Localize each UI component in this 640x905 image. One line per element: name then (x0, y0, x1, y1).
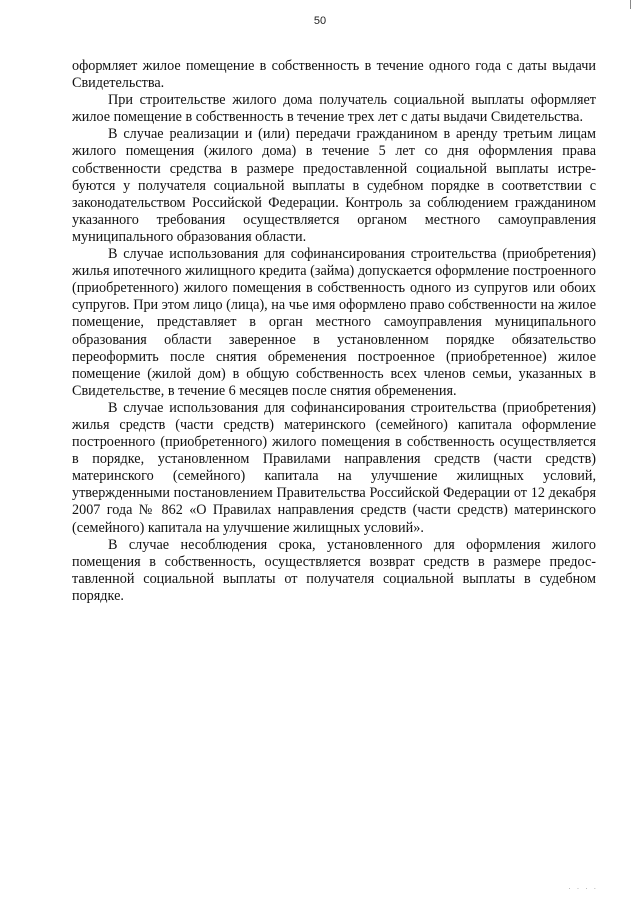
paragraph-maternity-capital: В случае использования для софинансирования строительства (приобретения) жилья средств (части средств) материнского (семейного) капитала оформление построенного (приобретенного) жилого помещения в собственность осуществляется в порядке, установленном Правилами направления средств (части средств) материнского (семейного) капитала на улучшение жилищных условий, утвержденными постановлением Правительства Российской Федерации от 12 декабря 2007 года № 862 «О Правилах направления средств (части средств) материнского (семейного) капитала на улучшение жилищных условий». (72, 399, 596, 536)
paragraph-deadline-violation: В случае несоблюдения срока, установленного для оформления жилого помещения в собственность, осуществляется возврат средств в размере предоставленной социальной выплаты от получателя социальной выплаты в судебном порядке. (72, 536, 596, 604)
paragraph-sale-or-lease: В случае реализации и (или) передачи гражданином в аренду третьим лицам жилого помещения (жилого дома) в течение 5 лет со дня оформления права собственности средства в размере предоставленной социальной выплаты истребуются у получателя социальной выплаты в судебном порядке в соответствии с законодательством Российской Федерации. Контроль за соблюдением гражданином указанного требования осуществляется органом местного самоуправления муниципального образования области. (72, 126, 596, 245)
scan-artifact: · · · · (568, 885, 598, 893)
scan-edge-mark (630, 0, 631, 9)
paragraph-continuation: оформляет жилое помещение в собственность в течение одного года с даты выдачи Свидетельства. (72, 58, 596, 92)
paragraph-house-construction: При строительстве жилого дома получатель социальной выплаты оформляет жилое помещение в собственность в течение трех лет с даты выдачи Свидетельства. (72, 92, 596, 126)
page-number: 50 (313, 15, 327, 27)
document-body (72, 58, 596, 605)
paragraph-mortgage-cofinancing: В случае использования для софинансирования строительства (приобретения) жилья ипотечного жилищного кредита (займа) допускается оформление построенного (приобретенного) жилого помещения в собственность одного из супругов или обоих супругов. При этом лицо (лица), на чье имя оформлено право собственности на жилое помещение, представляет в орган местного самоуправления муниципального образования области заверенное в установленном порядке обязательство переоформить после снятия обременения построенное (приобретенное) жилое помещение (жилой дом) в общую собственность всех членов семьи, указанных в Свидетельстве, в течение 6 месяцев после снятия обременения. (72, 246, 596, 399)
